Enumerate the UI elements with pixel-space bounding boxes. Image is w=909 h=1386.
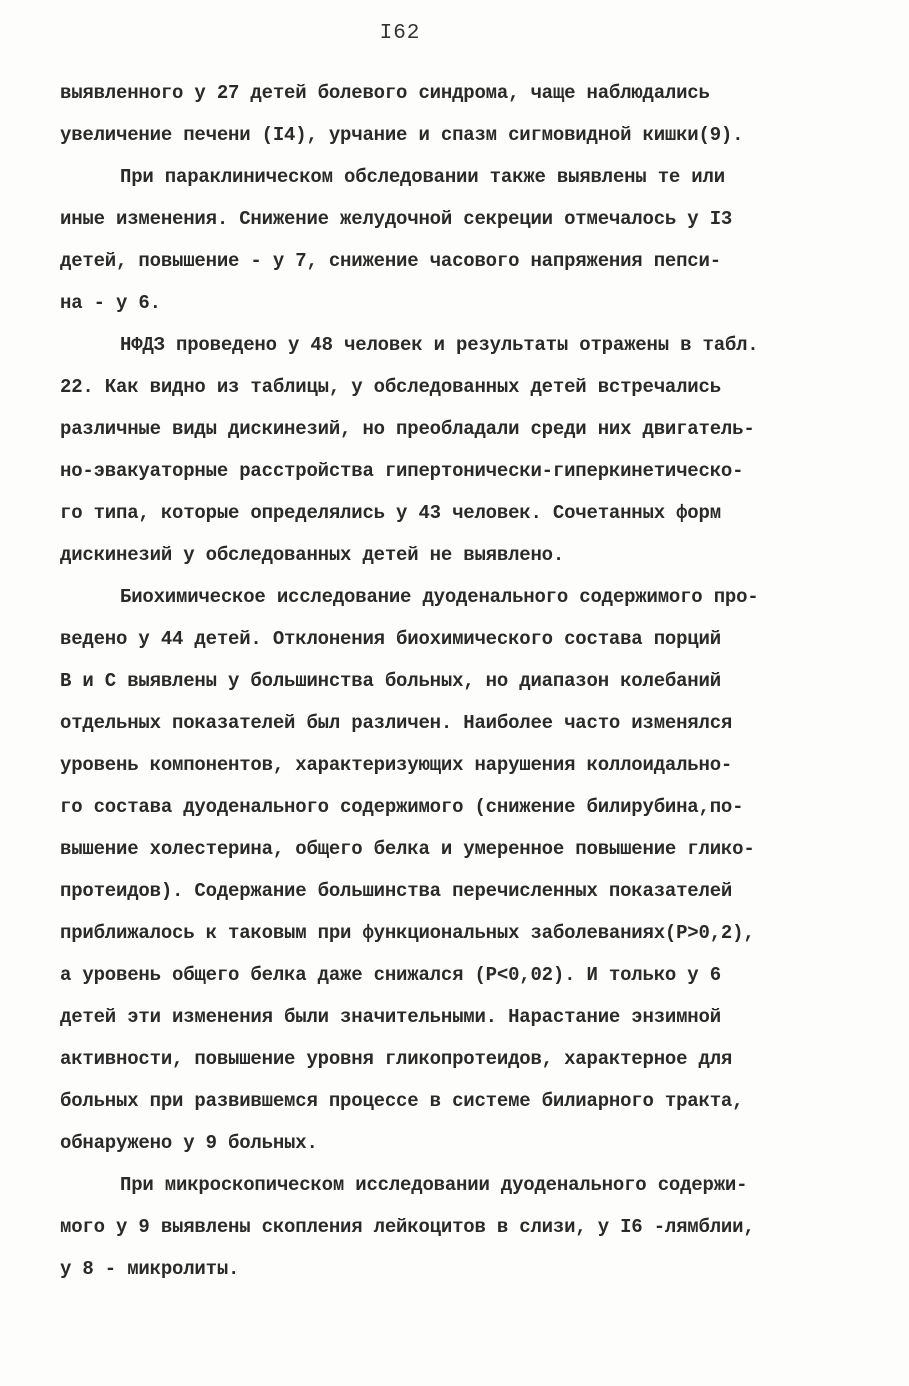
text-line: на - у 6. [60,292,161,314]
text-line: вышение холестерина, общего белка и умеренное повышение глико- [60,838,755,860]
text-line: выявленного у 27 детей болевого синдрома, чаще наблюдались [60,82,710,104]
body-text [60,72,860,1290]
text-line: ведено у 44 детей. Отклонения биохимического состава порций [60,628,721,650]
text-line: дискинезий у обследованных детей не выявлено. [60,544,565,566]
text-line: активности, повышение уровня гликопротеидов, характерное для [60,1048,733,1070]
text-line: мого у 9 выявлены скопления лейкоцитов в слизи, у I6 -лямблии, [60,1216,755,1238]
text-line: протеидов). Содержание большинства перечисленных показателей [60,880,733,902]
text-line: но-эвакуаторные расстройства гипертонически-гиперкинетическо- [60,460,744,482]
text-line: го состава дуоденального содержимого (снижение билирубина,по- [60,796,744,818]
text-line: отдельных показателей был различен. Наиболее часто изменялся [60,712,733,734]
text-line: го типа, которые определялись у 43 человек. Сочетанных форм [60,502,721,524]
paragraph-start-line: При параклиническом обследовании также выявлены те или [120,166,725,188]
text-line: детей эти изменения были значительными. Нарастание энзимной [60,1006,721,1028]
text-line: обнаружено у 9 больных. [60,1132,318,1154]
text-line: приближалось к таковым при функциональных заболеваниях(P>0,2), [60,922,755,944]
text-line: а уровень общего белка даже снижался (P<0,02). И только у 6 [60,964,721,986]
paragraph-start-line: При микроскопическом исследовании дуоденального содержи- [120,1174,748,1196]
text-line: 22. Как видно из таблицы, у обследованных детей встречались [60,376,721,398]
text-line: детей, повышение - у 7, снижение часового напряжения пепси- [60,250,721,272]
paragraph-start-line: НФДЗ проведено у 48 человек и результаты отражены в табл. [120,334,759,356]
text-line: больных при развившемся процессе в системе билиарного тракта, [60,1090,744,1112]
text-line: различные виды дискинезий, но преобладали среди них двигатель- [60,418,755,440]
text-line: уровень компонентов, характеризующих нарушения коллоидально- [60,754,733,776]
text-line: у 8 - микролиты. [60,1258,240,1280]
text-line: увеличение печени (I4), урчание и спазм сигмовидной кишки(9). [60,124,744,146]
text-line: иные изменения. Снижение желудочной секреции отмечалось у I3 [60,208,733,230]
paragraph-start-line: Биохимическое исследование дуоденального содержимого про- [120,586,759,608]
text-line: В и С выявлены у большинства больных, но диапазон колебаний [60,670,721,692]
page-number: I62 [379,22,421,45]
